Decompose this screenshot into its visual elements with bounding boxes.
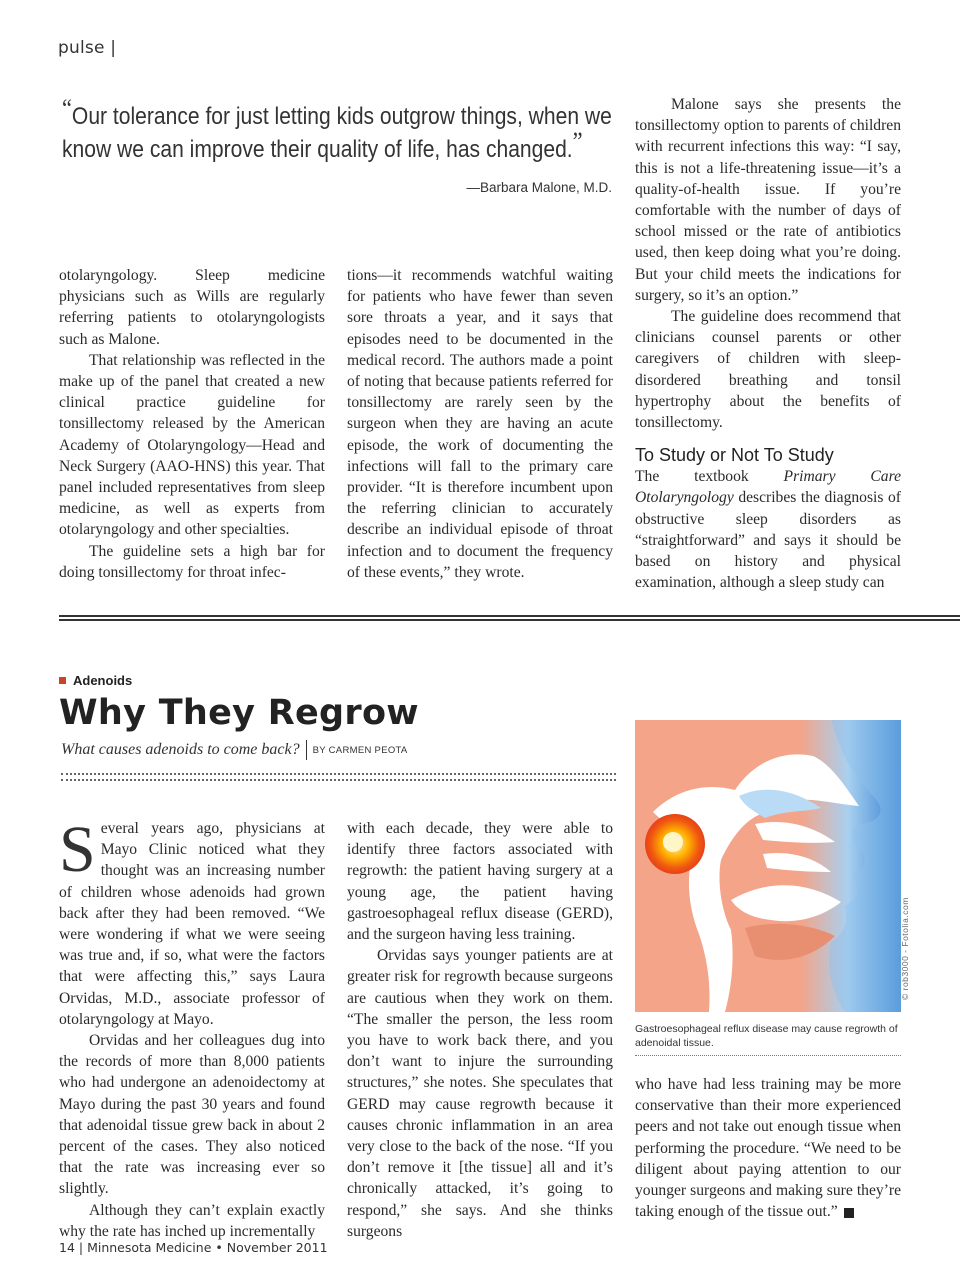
feature-column-2 — [347, 818, 613, 1242]
text-run: The textbook — [635, 468, 784, 486]
paragraph — [59, 813, 325, 1030]
paragraph — [635, 1074, 901, 1222]
adenoid-illustration — [635, 720, 901, 1012]
feature-column-3 — [635, 1074, 901, 1222]
pull-quote-attribution: —Barbara Malone, M.D. — [466, 180, 612, 195]
deck — [61, 740, 408, 760]
paragraph: tions—it recommends watchful waiting for patients who have fewer than seven sore throats a year, and it says that episodes need to be documented in the medical record. The authors made a point of noting that because patients referred for tonsillectomy are rarely seen by the surgeon when they are having an acute episode, the work of documenting the infections will fall to the primary care provider. “It is therefore incumbent upon the referring clinician to accurately describe an individual episode of throat infection and to document the frequency of these events,” they wrote. — [347, 267, 613, 581]
top-article-column-2 — [347, 265, 613, 583]
byline: BY CARMEN PEOTA — [312, 744, 408, 756]
feature-column-1 — [59, 813, 325, 1242]
pull-quote-text: Our tolerance for just letting kids outgrow things, when we know we can improve their quality of life, has changed. — [62, 103, 612, 163]
open-quote-mark: “ — [62, 94, 72, 123]
close-quote-mark: ” — [572, 127, 583, 156]
subhead: To Study or Not To Study — [635, 445, 834, 466]
top-article-column-3 — [635, 94, 901, 593]
kicker-square — [59, 677, 66, 684]
adenoid-illustration-svg — [635, 720, 901, 1012]
end-mark — [844, 1208, 854, 1218]
photo-credit: © rob3000 - Fotolia.com — [900, 897, 910, 1000]
book-title: Primary Care Otolaryngology — [635, 468, 901, 507]
paragraph: Malone says she presents the tonsillectomy option to parents of children with recurrent infections this way: “I say, this is not a life-threatening issue—it’s a quality-of-health issue. If you’re comfortable with the number of days of school missed or the rate of antibiotics used, then keep doing what you’re doing. But your child meets the indications for surgery, so it’s an option.” — [635, 96, 901, 304]
section-divider — [59, 615, 960, 621]
paragraph: Orvidas says younger patients are at greater risk for regrowth because surgeons are cautious when they work on them. “The smaller the person, the less room you have to work back there, and you don’t want to injure the surrounding structures,” she notes. She speculates that GERD may cause regrowth because it causes chronic inflammation in an area very close to the back of the nose. “If you don’t remove it [the tissue] all and it’s chronically attacked, it’s going to respond,” she says. And she thinks surgeons — [347, 947, 613, 1240]
pull-quote — [62, 94, 612, 166]
paragraph: The guideline does recommend that clinicians counsel parents or other caregivers of children with sleep-disordered breathing and tonsil hypertrophy about the benefits of tonsillectomy. — [635, 308, 901, 432]
paragraph: Orvidas and her colleagues dug into the records of more than 8,000 patients who had undergone an adenoidectomy at Mayo during the past 30 years and found that adenoidal tissue grew back in about 2 percent of the cases. They also noticed that the rate was increasing ever so slightly. — [59, 1032, 325, 1198]
kicker-label: Adenoids — [73, 673, 133, 688]
paragraph: The guideline sets a high bar for doing tonsillectomy for throat infec- — [59, 542, 325, 581]
paragraph — [635, 466, 901, 593]
dotted-rule — [61, 773, 616, 781]
deck-separator — [306, 740, 307, 760]
paragraph: otolaryngology. Sleep medicine physicians such as Wills are regularly referring patients to otolaryngologists such as Malone. — [59, 267, 325, 348]
page-footer: 14 | Minnesota Medicine • November 2011 — [59, 1240, 328, 1255]
figure-caption: Gastroesophageal reflux disease may cause regrowth of adenoidal tissue. — [635, 1023, 898, 1049]
deck-text: What causes adenoids to come back? — [61, 741, 300, 758]
top-article-column-1 — [59, 265, 325, 583]
text-run: who have had less training may be more conservative than their more experienced peers and not take out enough tissue when performing the procedure. “We need to be diligent about paying attention to our younger surgeons and making sure they’re taking enough of the tissue out.” — [635, 1076, 901, 1221]
section-tag: pulse | — [58, 38, 117, 58]
paragraph: with each decade, they were able to identify three factors associated with regrowth: the patient having surgery at a young age, the patient having gastroesophageal reflux disease (GERD), and the surgeon having less training. — [347, 820, 613, 944]
kicker — [59, 673, 132, 688]
text-run: describes the diagnosis of obstructive sleep disorders as “straightforward” and says it should be based on history and physical examination, although a sleep study can — [635, 489, 901, 592]
drop-cap: S — [59, 813, 96, 886]
caption-rule — [635, 1055, 901, 1056]
text-run: everal years ago, physicians at Mayo Clinic noticed what they thought was an increasing number of children whose adenoids had grown back after they had been removed. “We were wondering if what we were seeing was true and, if so, what were the factors that were affecting this,” says Laura Orvidas, M.D., associate professor of otolaryngology at Mayo. — [59, 820, 325, 1028]
headline: Why They Regrow — [59, 693, 419, 733]
paragraph: That relationship was reflected in the make up of the panel that created a new clinical practice guideline for tonsillectomy released by the American Academy of Otolaryngology—Head and Neck Surgery (AAO-HNS) this year. That panel included representatives from sleep medicine, as well as experts from otolaryngology and other specialties. — [59, 351, 325, 539]
paragraph: Although they can’t explain exactly why the rate has inched up incrementally — [59, 1201, 325, 1240]
